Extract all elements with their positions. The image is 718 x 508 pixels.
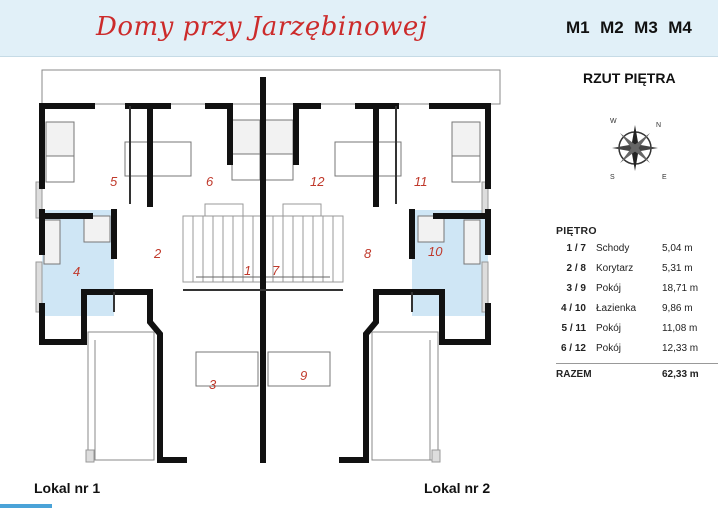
room-area: 9,86 m [662, 303, 693, 314]
view-title: RZUT PIĘTRA [583, 70, 676, 86]
room-number-1: 1 [244, 263, 252, 278]
unit-label-2: Lokal nr 2 [424, 480, 491, 496]
model-label-m2: M2 [600, 18, 624, 37]
room-pair-number: 4 / 10 [560, 303, 586, 314]
room-number-9: 9 [300, 368, 308, 383]
room-name: Pokój [596, 283, 622, 294]
model-label-m3: M3 [634, 18, 658, 37]
floor-plan [0, 62, 550, 472]
model-label-m4: M4 [668, 18, 692, 37]
room-area: 11,08 m [662, 323, 698, 334]
table-row [556, 283, 718, 303]
room-name: Schody [596, 243, 630, 254]
table-row [556, 263, 718, 283]
room-number-2: 2 [154, 246, 162, 261]
model-label-m1: M1 [566, 18, 590, 37]
table-row [556, 303, 718, 323]
room-pair-number: 5 / 11 [561, 323, 586, 334]
unit-label-1: Lokal nr 1 [34, 480, 101, 496]
room-area-table [556, 225, 718, 384]
room-name: Pokój [596, 343, 622, 354]
room-pair-number: 1 / 7 [566, 243, 586, 254]
room-number-11: 11 [414, 174, 428, 189]
room-area: 5,04 m [662, 243, 693, 254]
room-pair-number: 3 / 9 [566, 283, 586, 294]
compass-letter-w: W [610, 118, 617, 125]
room-name: Korytarz [596, 263, 634, 274]
total-label: RAZEM [556, 369, 592, 380]
compass-rose-icon [600, 113, 670, 183]
room-number-5: 5 [110, 174, 118, 189]
table-title: PIĘTRO [556, 225, 597, 237]
room-number-12: 12 [310, 174, 325, 189]
page-title: Domy przy Jarzębinowej [96, 12, 428, 42]
compass-letter-e: E [662, 174, 667, 181]
table-row [556, 343, 718, 363]
room-name: Pokój [596, 323, 622, 334]
total-area: 62,33 m [662, 369, 699, 380]
compass-letter-s: S [610, 174, 615, 181]
room-pair-number: 2 / 8 [566, 263, 586, 274]
room-area: 5,31 m [662, 263, 693, 274]
header-bar [0, 0, 718, 57]
model-list [566, 18, 698, 38]
table-row [556, 323, 718, 343]
footer-accent-stripe [0, 504, 52, 508]
room-area: 18,71 m [662, 283, 699, 294]
room-number-8: 8 [364, 246, 372, 261]
room-number-10: 10 [428, 244, 443, 259]
room-pair-number: 6 / 12 [560, 343, 586, 354]
room-name: Łazienka [596, 303, 637, 314]
room-number-7: 7 [272, 263, 280, 278]
compass-letter-n: N [656, 122, 662, 129]
room-number-3: 3 [209, 377, 217, 392]
table-total-row [556, 363, 718, 384]
room-area: 12,33 m [662, 343, 699, 354]
room-number-4: 4 [73, 264, 81, 279]
room-number-6: 6 [206, 174, 214, 189]
table-row [556, 243, 718, 263]
